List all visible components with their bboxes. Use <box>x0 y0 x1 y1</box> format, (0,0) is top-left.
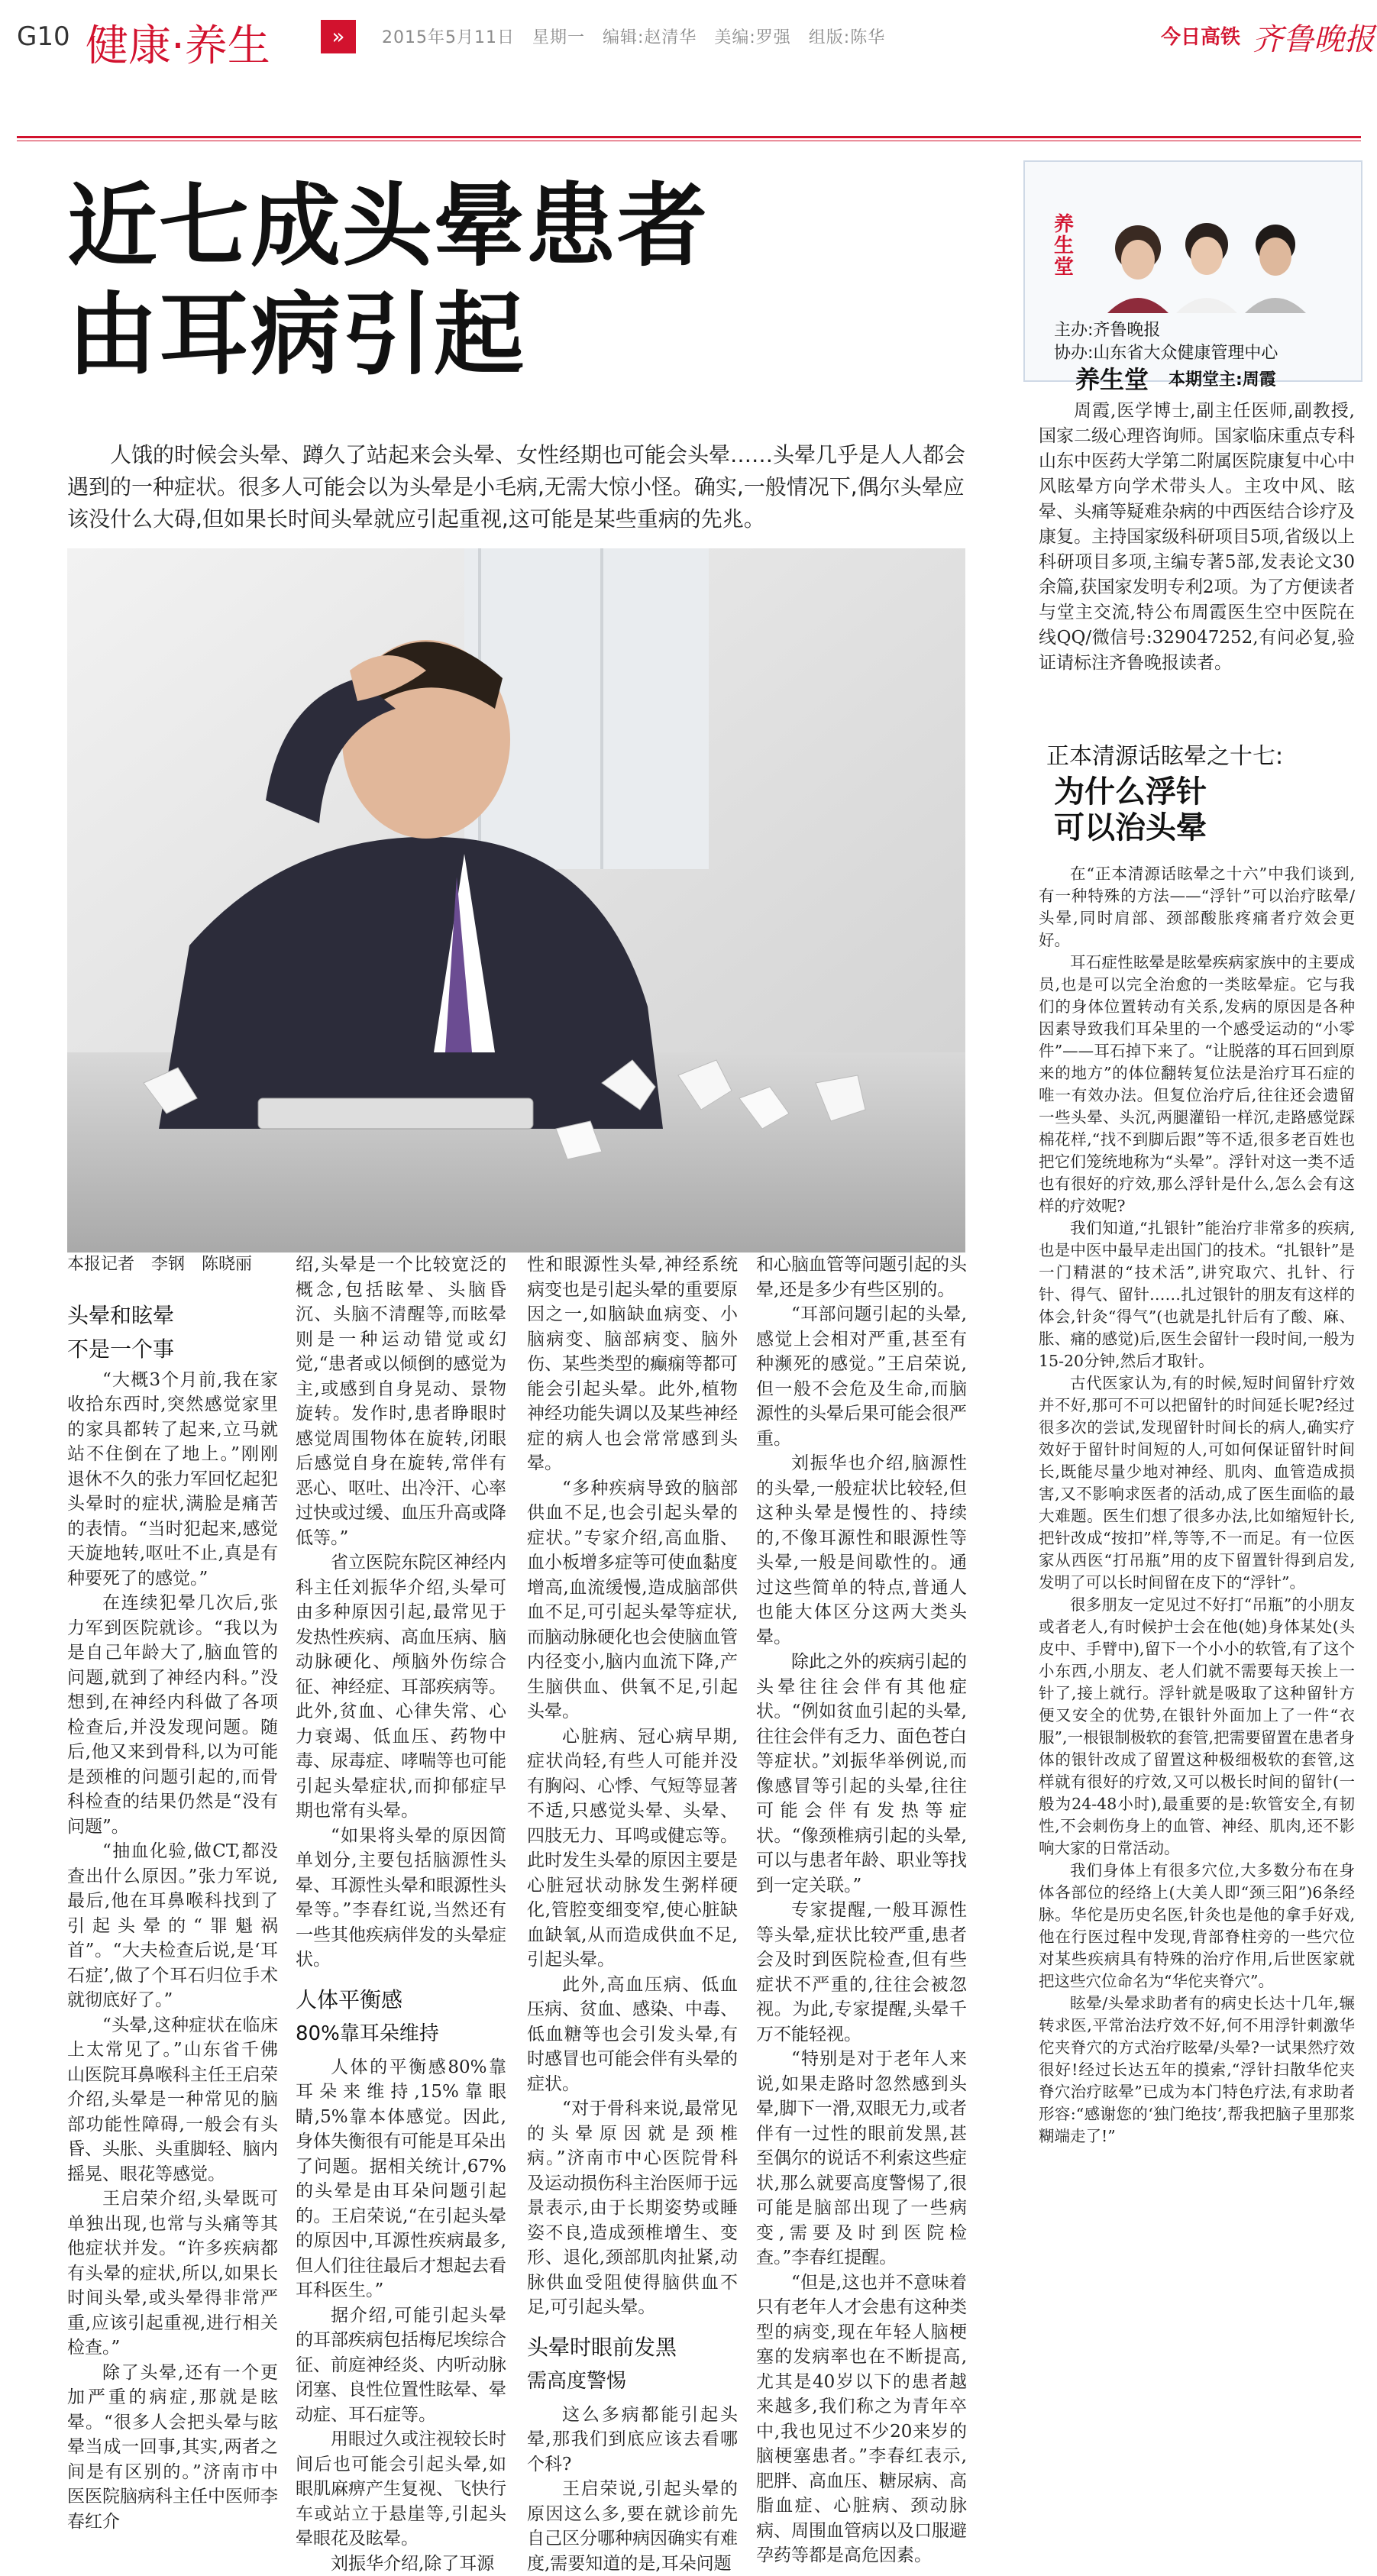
paragraph: 王启荣说,引起头晕的原因这么多,要在就诊前先自己区分哪种病因确实有难度,需要知道的是,耳朵问题 <box>527 2477 738 2576</box>
paragraph: 我们身体上有很多穴位,大多数分布在身体各部位的经络上(大美人即“颈三阳”)6条经脉。华佗是历史名医,针灸也是他的拿手好戏,他在行医过程中发现,背部脊柱旁的一些穴位对某些疾病具有特殊的治疗作用,后世医家就把这些穴位命名为“华佗夹脊穴”。 <box>1039 1860 1355 1993</box>
paragraph: 除此之外的疾病引起的头晕往往会伴有其他症状。“例如贫血引起的头晕,往往会伴有乏力、面色苍白等症状。”刘振华举例说,而像感冒等引起的头晕,往往可能会伴有发热等症状。“像颈椎病引起的头晕,可以与患者年龄、职业等找到一定关联。” <box>756 1650 967 1898</box>
section-arrow-icon: » <box>321 20 356 53</box>
sidebar-host: 主办:齐鲁晚报 <box>1054 317 1160 341</box>
paragraph: “头晕,这种症状在临床上太常见了。”山东省千佛山医院耳鼻喉科主任王启荣介绍,头晕是一种常见的脑部功能性障碍,一般会有头昏、头胀、头重脚轻、脑内摇晃、眼花等感觉。 <box>67 2013 278 2187</box>
sidebar-column <box>1023 160 1362 2329</box>
paragraph: 性和眼源性头晕,神经系统病变也是引起头晕的重要原因之一,如脑缺血病变、小脑病变、脑部病变、脑外伤、某些类型的癫痫等都可能会引起头晕。此外,植物神经功能失调以及某些神经症的病人也会常常感到头晕。 <box>527 1252 738 1476</box>
subheading-2b: 80%靠耳朵维持 <box>296 2018 506 2049</box>
sidebar-headline-2: 可以治头晕 <box>1054 803 1207 847</box>
article-photo <box>67 548 965 1252</box>
page-number: G10 <box>17 21 70 52</box>
headline-line-2: 由耳病引起 <box>67 280 984 389</box>
sidebar-anchor: 本期堂主:周霞 <box>1169 367 1276 390</box>
subheading-1b: 不是一个事 <box>67 1334 278 1365</box>
doctor-photos <box>1092 206 1321 313</box>
paragraph: “特别是对于老年人来说,如果走路时忽然感到头晕,脚下一滑,双眼无力,或者伴有一过性的眼前发黑,甚至偶尔的说话不利索这些症状,那么就要高度警惕了,很可能是脑部出现了一些病变,需要及时到医院检查。”李春红提醒。 <box>756 2047 967 2271</box>
byline: 本报记者 李钢 陈晓丽 <box>67 1252 278 1278</box>
page-header <box>0 0 1377 84</box>
paragraph: 我们知道,“扎银针”能治疗非常多的疾病,也是中医中最早走出国门的技术。“扎银针”是一门精湛的“技术活”,讲究取穴、扎针、行针、得气、留针……扎过银针的朋友有这样的体会,针灸“得气”(也就是扎针后有了酸、麻、胀、痛的感觉)后,医生会留针一段时间,一般为15-20分钟,然后才取针。 <box>1039 1217 1355 1372</box>
paragraph: “抽血化验,做CT,都没查出什么原因。”张力军说,最后,他在耳鼻喉科找到了引起头晕的“罪魁祸首”。“大夫检查后说,是‘耳石症’,做了个耳石归位手术就彻底好了。” <box>67 1839 278 2013</box>
paragraph: 在连续犯晕几次后,张力军到医院就诊。“我以为是自己年龄大了,脑血管的问题,就到了神经内科。”没想到,在神经内科做了各项检查后,并没发现问题。随后,他又来到骨科,以为可能是颈椎的问题引起的,而骨科检查的结果仍然是“没有问题”。 <box>67 1591 278 1839</box>
sidebar-assist: 协办:山东省大众健康管理中心 <box>1054 340 1278 364</box>
paragraph: 此外,高血压病、低血压病、贫血、感染、中毒、低血糖等也会引发头晕,有时感冒也可能会伴有头晕的症状。 <box>527 1973 738 2097</box>
sidebar-article <box>1039 863 1355 2148</box>
paragraph: 很多朋友一定见过不好打“吊瓶”的小朋友或者老人,有时候护士会在他(她)身体某处(头皮中、手臂中),留下一个小小的软管,有了这个小东西,小朋友、老人们就不需要每天挨上一针了,接上就行。浮针就是吸取了这种留针方便又安全的优势,在银针外面加上了一件“衣服”,一根银制极软的套管,把需要留置在患者身体的银针改成了留置这种极细极软的套管,这样就有很好的疗效,又可以极长时间的留针(一般为24-48小时),最重要的是:软管安全,有韧性,不会刺伤身上的血管、神经、肌肉,还不影响大家的日常活动。 <box>1039 1594 1355 1860</box>
sidebar-badge: 养生堂 <box>1054 214 1077 278</box>
article-column-3 <box>527 1252 738 2576</box>
paragraph: 眩晕/头晕求助者有的病史长达十几年,辗转求医,平常治法疗效不好,何不用浮针刺激华佗夹脊穴的方式治疗眩晕/头晕?一试果然疗效很好!经过长达五年的摸索,“浮针扫散华佗夹脊穴治疗眩晕”已成为本门特色疗法,有求助者形容:“感谢您的‘独门绝技’,帮我把脑子里那浆糊端走了!” <box>1039 1993 1355 2148</box>
paragraph: “但是,这也并不意味着只有老年人才会患有这种类型的病变,现在年轻人脑梗塞的发病率也在不断提高,尤其是40岁以下的患者越来越多,我们称之为青年卒中,我也见过不少20来岁的脑梗塞患者。”李春红表示,肥胖、高血压、糖尿病、高脂血症、心脏病、颈动脉病、周围血管病以及口服避孕药等都是高危因素。 <box>756 2271 967 2568</box>
subheading-2a: 人体平衡感 <box>296 1985 506 2015</box>
sidebar-title: 养生堂 <box>1075 360 1149 396</box>
article-column-2 <box>296 1252 506 2576</box>
paragraph: 这么多病都能引起头晕,那我们到底应该去看哪个科? <box>527 2403 738 2477</box>
paragraph: 古代医家认为,有的时候,短时间留针疗效并不好,那可不可以把留针的时间延长呢?经过很多次的尝试,发现留针时间长的病人,确实疗效好于留针时间短的人,可如何保证留针时间长,既能尽量少地对神经、肌肉、血管造成损害,又不影响求医者的活动,成了医生面临的最大难题。医生们想了很多办法,比如缩短针长,把针改成“按扣”样,等等,不一而足。有一位医家从西医“打吊瓶”用的皮下留置针得到启发,发明了可以长时间留在皮下的“浮针”。 <box>1039 1372 1355 1594</box>
subheading-3b: 需高度警惕 <box>527 2366 738 2397</box>
paragraph: 刘振华介绍,除了耳源 <box>296 2552 506 2576</box>
section-title: 健康·养生 <box>86 12 270 73</box>
paragraph: 在“正本清源话眩晕之十六”中我们谈到,有一种特殊的方法——“浮针”可以治疗眩晕/头晕,同时肩部、颈部酸胀疼痛者疗效会更好。 <box>1039 863 1355 952</box>
article-column-4 <box>756 1252 967 2568</box>
headline-line-1: 近七成头晕患者 <box>67 172 984 280</box>
paragraph: 用眼过久或注视较长时间后也可能会引起头晕,如眼肌麻痹产生复视、飞快行车或站立于悬崖等,引起头晕眼花及眩晕。 <box>296 2427 506 2552</box>
paragraph: 省立医院东院区神经内科主任刘振华介绍,头晕可由多种原因引起,最常见于发热性疾病、高血压病、脑动脉硬化、颅脑外伤综合征、神经症、耳部疾病等。此外,贫血、心律失常、心力衰竭、低血压、药物中毒、尿毒症、哮喘等也可能引起头晕症状,而抑郁症早期也常有头晕。 <box>296 1550 506 1824</box>
article-column-1 <box>67 1252 278 2534</box>
paragraph: “耳部问题引起的头晕,感觉上会相对严重,甚至有种濒死的感觉。”王启荣说,但一般不会危及生命,而脑源性的头晕后果可能会很严重。 <box>756 1302 967 1451</box>
paragraph: 专家提醒,一般耳源性等头晕,症状比较严重,患者会及时到医院检查,但有些症状不严重的,往往会被忽视。为此,专家提醒,头晕千万不能轻视。 <box>756 1898 967 2047</box>
paragraph: 刘振华也介绍,脑源性的头晕,一般症状比较轻,但这种头晕是慢性的、持续的,不像耳源性和眼源性等头晕,一般是间歇性的。通过这些简单的特点,普通人也能大体区分这两大类头晕。 <box>756 1451 967 1650</box>
lead-paragraph: 人饿的时候会头晕、蹲久了站起来会头晕、女性经期也可能会头晕……头晕几乎是人人都会遇到的一种症状。很多人可能会以为头晕是小毛病,无需大惊小怪。确实,一般情况下,偶尔头晕应该没什么大碍,但如果长时间头晕就应引起重视,这可能是某些重病的先兆。 <box>67 439 968 535</box>
promo-label: 今日高铁 <box>1161 21 1240 50</box>
sidebar-headline-1: 为什么浮针 <box>1054 768 1207 811</box>
paragraph: 周霞,医学博士,副主任医师,副教授,国家二级心理咨询师。国家临床重点专科山东中医药大学第二附属医院康复中心中风眩晕方向学术带头人。主攻中风、眩晕、头痛等疑难杂病的中西医结合诊疗及康复。主持国家级科研项目5项,省级以上科研项目多项,主编专著5部,发表论文30余篇,获国家发明专利2项。为了方便读者与堂主交流,特公布周霞医生空中医院在线QQ/微信号:329047252,有问必复,验证请标注齐鲁晚报读者。 <box>1039 399 1355 676</box>
paragraph: “大概3个月前,我在家收拾东西时,突然感觉家里的家具都转了起来,立马就站不住倒在了地上。”刚刚退休不久的张力军回忆起犯头晕时的症状,满脸是痛苦的表情。“当时犯起来,感觉天旋地转,呕吐不止,真是有种要死了的感觉。” <box>67 1368 278 1592</box>
paragraph: 和心脑血管等问题引起的头晕,还是多少有些区别的。 <box>756 1252 967 1302</box>
paragraph: “多种疾病导致的脑部供血不足,也会引起头晕的症状。”专家介绍,高血脂、血小板增多症等可使血黏度增高,血流缓慢,造成脑部供血不足,可引起头晕等症状,而脑动脉硬化也会使脑血管内径变小,脑内血流下降,产生脑供血、供氧不足,引起头晕。 <box>527 1476 738 1724</box>
doctor-bio <box>1039 399 1355 676</box>
newspaper-logo: 齐鲁晚报 <box>1253 15 1375 59</box>
paragraph: 除了头晕,还有一个更加严重的病症,那就是眩晕。“很多人会把头晕与眩晕当成一回事,其实,两者之间是有区别的。”济南市中医医院脑病科主任中医师李春红介 <box>67 2361 278 2535</box>
paragraph: 据介绍,可能引起头晕的耳部疾病包括梅尼埃综合征、前庭神经炎、内听动脉闭塞、良性位置性眩晕、晕动症、耳石症等。 <box>296 2303 506 2428</box>
paragraph: 王启荣介绍,头晕既可单独出现,也常与头痛等其他症状并发。“许多疾病都有头晕的症状,所以,如果长时间头晕,或头晕得非常严重,应该引起重视,进行相关检查。” <box>67 2187 278 2361</box>
subheading-3a: 头晕时眼前发黑 <box>527 2332 738 2363</box>
series-title: 正本清源话眩晕之十七: <box>1046 737 1283 771</box>
header-divider <box>17 136 1361 138</box>
paragraph: 耳石症性眩晕是眩晕疾病家族中的主要成员,也是可以完全治愈的一类眩晕症。它与我们的身体位置转动有关系,发病的原因是各种因素导致我们耳朵里的一个感受运动的“小零件”——耳石掉下来了。“让脱落的耳石回到原来的地方”的体位翻转复位法是治疗耳石症的唯一有效办法。但复位治疗后,往往还会遗留一些头晕、头沉,两腿灌铅一样沉,走路感觉踩棉花样,“找不到脚后跟”等不适,很多老百姓也把它们笼统地称为“头晕”。浮针对这一类不适也有很好的疗效,那么浮针是什么,怎么会有这样的疗效呢? <box>1039 952 1355 1217</box>
paragraph: 绍,头晕是一个比较宽泛的概念,包括眩晕、头脑昏沉、头脑不清醒等,而眩晕则是一种运动错觉或幻觉,“患者或以倾倒的感觉为主,或感到自身晃动、景物旋转。发作时,患者睁眼时感觉周围物体在旋转,闭眼后感觉自身在旋转,常伴有恶心、呕吐、出冷汗、心率过快或过缓、血压升高或降低等。” <box>296 1252 506 1550</box>
issue-meta: 2015年5月11日 星期一 编辑:赵清华 美编:罗强 组版:陈华 <box>382 24 885 48</box>
paragraph: “如果将头晕的原因简单划分,主要包括脑源性头晕、耳源性头晕和眼源性头晕等。”李春红说,当然还有一些其他疾病伴发的头晕症状。 <box>296 1824 506 1973</box>
subheading-1a: 头晕和眩晕 <box>67 1301 278 1331</box>
paragraph: 人体的平衡感80%靠耳朵来维持,15%靠眼睛,5%靠本体感觉。因此,身体失衡很有可能是耳朵出了问题。据相关统计,67%的头晕是由耳朵问题引起的。王启荣说,“在引起头晕的原因中,耳源性疾病最多,但人们往往最后才想起去看耳科医生。” <box>296 2055 506 2303</box>
photo-man-with-headache <box>67 548 965 1252</box>
paragraph: 心脏病、冠心病早期,症状尚轻,有些人可能并没有胸闷、心悸、气短等显著不适,只感觉头晕、头晕、四肢无力、耳鸣或健忘等。此时发生头晕的原因主要是心脏冠状动脉发生粥样硬化,管腔变细变窄,使心脏缺血缺氧,从而造成供血不足,引起头晕。 <box>527 1724 738 1973</box>
headline <box>67 172 984 389</box>
paragraph: “对于骨科来说,最常见的头晕原因就是颈椎病。”济南市中心医院骨科及运动损伤科主治医师于远景表示,由于长期姿势或睡姿不良,造成颈椎增生、变形、退化,颈部肌肉扯紧,动脉供血受阻使得脑供血不足,可引起头晕。 <box>527 2096 738 2320</box>
